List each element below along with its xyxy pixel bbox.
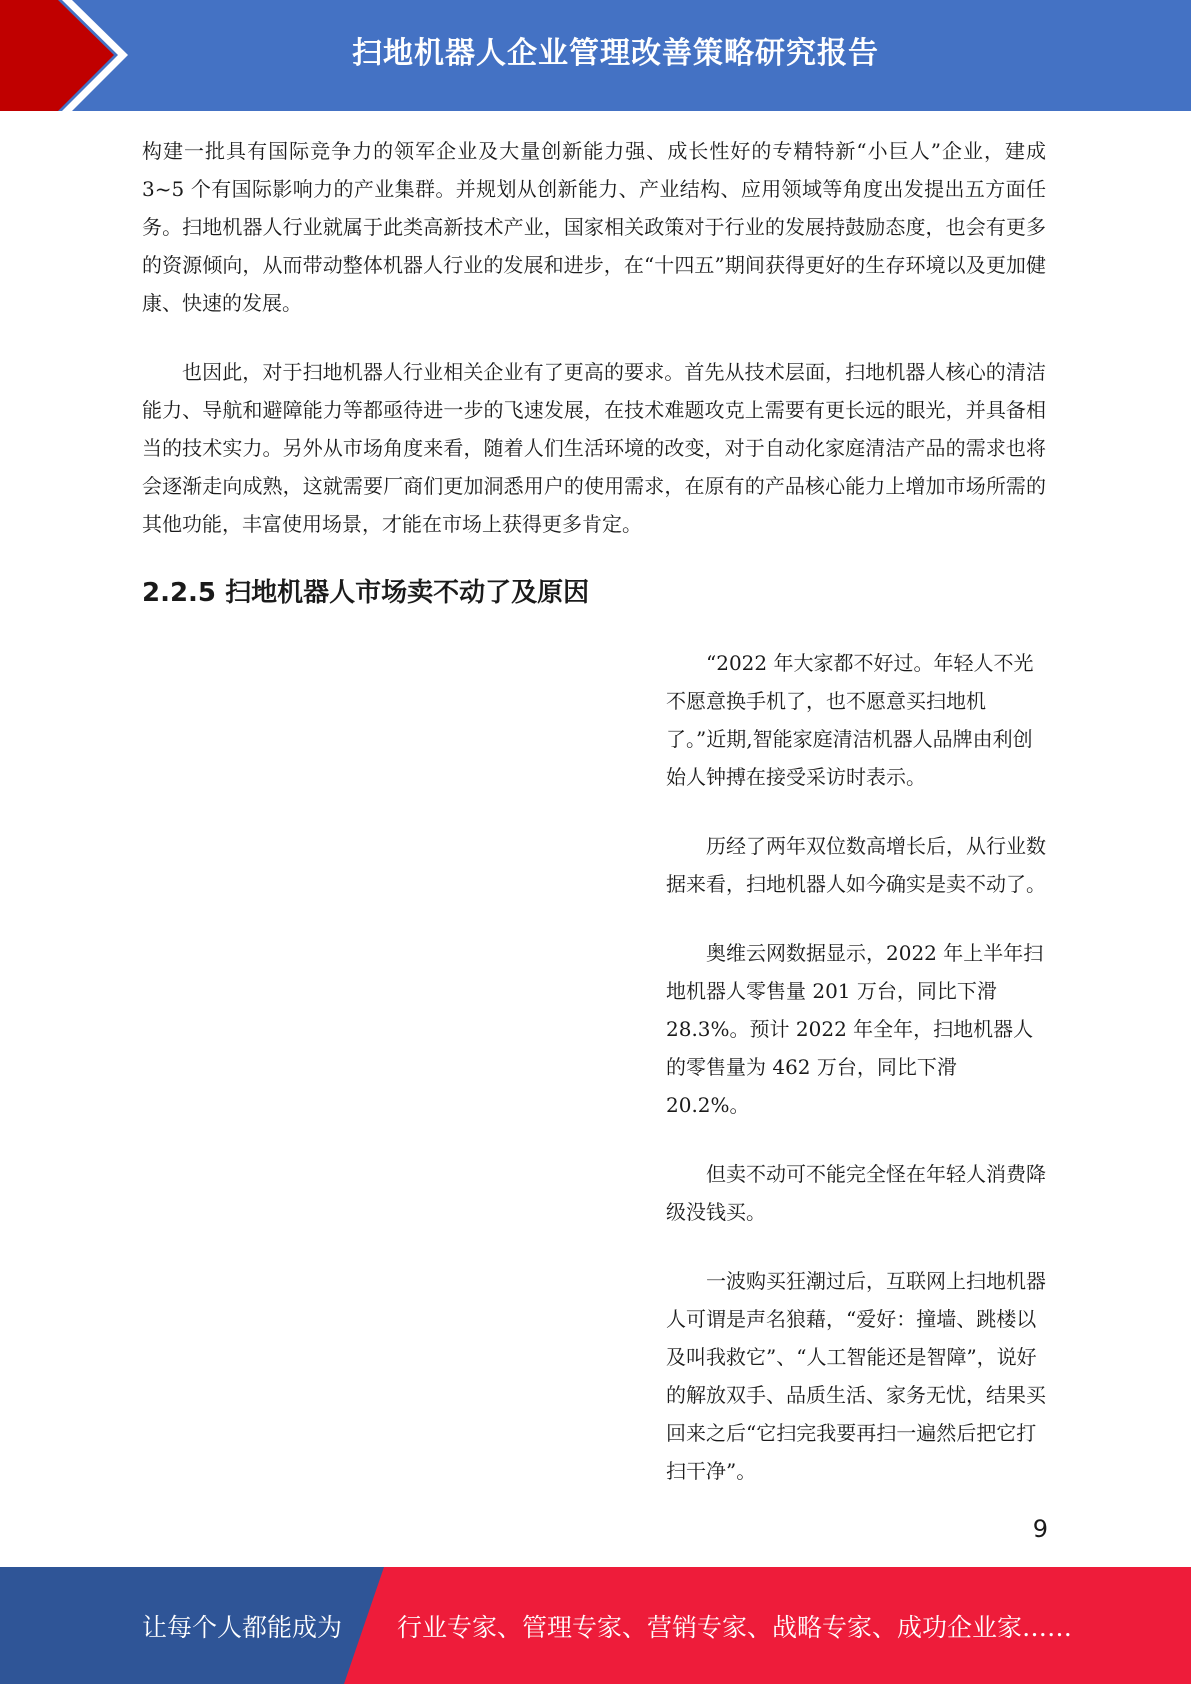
- footer-slogan-right: 行业专家、管理专家、营销专家、战略专家、成功企业家……: [397, 1612, 1073, 1642]
- side-paragraph-5: 一波购买狂潮过后，互联网上扫地机器人可谓是声名狼藉，“爱好：撞墙、跳楼以及叫我救它”、“人工智能还是智障”，说好的解放双手、品质生活、家务无忧，结果买回来之后“它扫完我要再扫一遍然后把它打扫干净”。: [666, 1269, 1046, 1483]
- section-heading: 2.2.5 扫地机器人市场卖不动了及原因: [142, 578, 590, 608]
- body-paragraph-2: 也因此，对于扫地机器人行业相关企业有了更高的要求。首先从技术层面，扫地机器人核心的清洁能力、导航和避障能力等都亟待进一步的飞速发展，在技术难题攻克上需要有更长远的眼光，并具备相当的技术实力。另外从市场角度来看，随着人们生活环境的改变，对于自动化家庭清洁产品的需求也将会逐渐走向成熟，这就需要厂商们更加洞悉用户的使用需求，在原有的产品核心能力上增加市场所需的其他功能，丰富使用场景，才能在市场上获得更多肯定。: [142, 360, 1046, 536]
- page-header: [0, 0, 1191, 111]
- side-text-column: [666, 644, 1046, 1490]
- side-paragraph-1: “2022 年大家都不好过。年轻人不光不愿意换手机了，也不愿意买扫地机了。”近期,智能家庭清洁机器人品牌由利创始人钟搏在接受采访时表示。: [666, 651, 1034, 789]
- body-paragraph-1: 构建一批具有国际竞争力的领军企业及大量创新能力强、成长性好的专精特新“小巨人”企业，建成 3~5 个有国际影响力的产业集群。并规划从创新能力、产业结构、应用领域等角度出发提出五方面任务。扫地机器人行业就属于此类高新技术产业，国家相关政策对于行业的发展持鼓励态度，也会有更多的资源倾向，从而带动整体机器人行业的发展和进步，在“十四五”期间获得更好的生存环境以及更加健康、快速的发展。: [142, 139, 1046, 315]
- main-content: [142, 132, 1046, 613]
- side-paragraph-4: 但卖不动可不能完全怪在年轻人消费降级没钱买。: [666, 1162, 1046, 1224]
- page-number: 9: [1032, 1515, 1048, 1543]
- side-paragraph-3: 奥维云网数据显示，2022 年上半年扫地机器人零售量 201 万台，同比下滑 28.3%。预计 2022 年全年，扫地机器人的零售量为 462 万台，同比下滑 20.2%。: [666, 941, 1044, 1117]
- page-footer: [0, 1567, 1191, 1684]
- side-paragraph-2: 历经了两年双位数高增长后，从行业数据来看，扫地机器人如今确实是卖不动了。: [666, 834, 1046, 896]
- footer-slogan-left: 让每个人都能成为: [142, 1612, 343, 1642]
- report-title: 扫地机器人企业管理改善策略研究报告: [352, 36, 879, 71]
- header-arrow-decoration: [0, 0, 160, 111]
